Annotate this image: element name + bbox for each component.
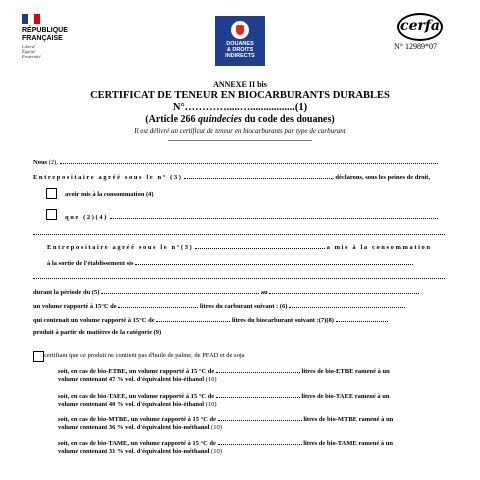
certifiant-checkbox[interactable] [33,351,44,362]
mtbe-row-2: volume contenant 36 % vol. d'équivalent bio-méthanol (10) [58,424,222,431]
tame-volume-field[interactable] [218,438,302,445]
mtbe-volume-field[interactable] [218,414,302,421]
page-title: CERTIFICAT DE TENEUR EN BIOCARBURANTS DURABLES [90,90,390,101]
republique-francaise-text: RÉPUBLIQUE FRANÇAISE [22,27,68,42]
blank-line-1 [33,228,445,238]
periode-end-field[interactable] [269,287,419,294]
etbe-row-1: soit, en cas de bio-ETBE, un volume rapporté à 15 °C de litres de bio-ETBE ramené à un [58,368,390,375]
contenait-volume-field[interactable] [156,315,230,322]
form-number: N° 12989*07 [394,42,437,51]
title-divider [168,140,312,141]
mtbe-row-1: soit, en cas de bio-MTBE, un volume rapporté à 15 °C de litres de bio-MTBE ramené à un [58,416,394,423]
entrepositaire-number-field[interactable] [184,172,332,179]
mise-conso-checkbox[interactable] [46,188,57,199]
volume-field[interactable] [118,301,198,308]
etbe-volume-field[interactable] [216,366,300,373]
republique-francaise-logo [22,14,40,26]
annexe-label: ANNEXE II bis [213,80,267,89]
contenait-row: qui contenait un volume rapporté à 15°C de litres du biocarburant suivant :(7)(8) [33,315,388,325]
article-reference: (Article 266 quindecies du code des douanes) [145,114,335,125]
que-checkbox[interactable] [46,209,57,220]
taee-volume-field[interactable] [216,391,300,398]
mise-conso-label: avoir mis à la consommation (4) [65,191,154,198]
tame-row-1: soit, en cas de bio-TAME, un volume rapporté à 15 °C de litres de bio-TAME ramené à un [58,440,394,447]
categorie-row: produit à partir de matières de la catégorie (9) [33,329,162,336]
certificate-number: N°………….....….................(1) [172,102,308,113]
entrepositaire-row: Entrepositaire agréé sous le n° (3) , déclarons, sous les peines de droit, [33,174,430,181]
periode-row: durant la période du (5) au [33,287,419,297]
entrepositaire2-row: Entrepositaire agréé sous le n°(3) a mis à la consommation [47,244,432,251]
republic-motto: Liberté Égalité Fraternité [22,44,41,59]
entrepositaire2-number-field[interactable] [195,242,325,249]
subtitle: Il est délivré un certificat de teneur en biocarburants par type de carburant [134,127,346,135]
que-row: que (2)(4) [65,212,438,222]
certifiant-label: certifiant que ce produit ne contient pas d'huile de palme, de PFAD et de soja [44,352,245,359]
blank-line-2 [33,272,445,282]
carburant-field[interactable] [289,301,405,308]
biocarburant-field[interactable] [336,315,388,322]
periode-start-field[interactable] [101,287,259,294]
que-field[interactable] [110,212,438,219]
nous-field[interactable] [60,157,438,164]
sortie-row: à la sortie de l'établissement sis [47,258,413,268]
nous-row: Nous (2), [33,157,438,167]
cerfa-logo: cerfa [397,13,443,41]
volume-row: un volume rapporté à 15°C de litres du carburant suivant : (6) [33,301,405,311]
douanes-emblem-icon [231,21,249,39]
tame-row-2: volume contenant 31 % vol. d'équivalent bio-méthanol (10) [58,448,222,455]
etbe-row-2: volume contenant 47 % vol. d'équivalent bio-éthanol (10) [58,376,217,383]
taee-row-2: volume contenant 40 % vol. d'équivalent bio-éthanol (10) [58,401,217,408]
sortie-address-field[interactable] [135,258,413,265]
taee-row-1: soit, en cas de bio-TAEE, un volume rapporté à 15 °C de litres de bio-TAEE ramené à un [58,393,390,400]
douanes-logo: DOUANES & DROITS INDIRECTS [215,16,265,66]
